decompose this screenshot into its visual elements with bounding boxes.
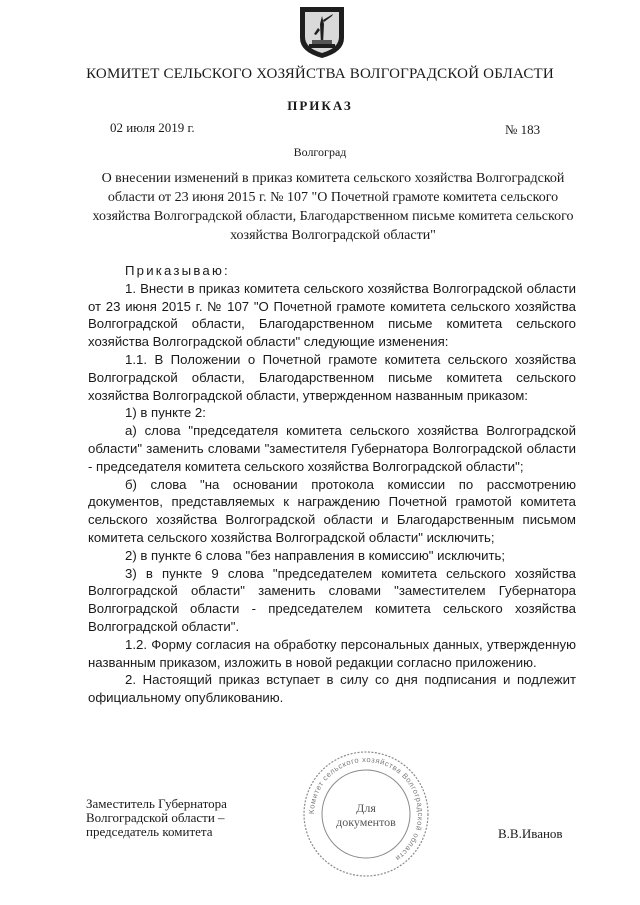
official-stamp — [300, 748, 432, 880]
paragraph-1: 1. Внести в приказ комитета сельского хозяйства Волгоградской области от 23 июня 2015 г. № 107 "О Почетной грамоте комитета сельского хозяйства Волгоградской области, Благодарственном письме комитета сельского хозяйства Волгоградской области" следующие изменения: — [88, 280, 576, 350]
signatory-title-line: Волгоградской области – — [86, 810, 225, 825]
coat-of-arms-icon — [297, 4, 347, 60]
document-number: № 183 — [505, 122, 541, 137]
signatory-name: В.В.Иванов — [498, 826, 563, 841]
signatory-title — [86, 797, 227, 839]
paragraph-1-2: 1.2. Форму согласия на обработку персональных данных, утвержденную названным приказом, изложить в новой редакции согласно приложению. — [88, 636, 576, 670]
organization-name: КОМИТЕТ СЕЛЬСКОГО ХОЗЯЙСТВА ВОЛГОГРАДСКОЙ ОБЛАСТИ — [86, 66, 554, 82]
stamp-center-line: Для — [356, 801, 376, 815]
signatory-title-line: Заместитель Губернатора — [86, 796, 227, 811]
signatory-title-line: председатель комитета — [86, 824, 213, 839]
document-body — [88, 262, 576, 707]
document-subject: О внесении изменений в приказ комитета сельского хозяйства Волгоградской области от 23 июня 2015 г. № 107 "О Почетной грамоте комитета сельского хозяйства Волгоградской области, Благодарственном письме комитета сельского хозяйства Волгоградской области" — [92, 171, 574, 243]
paragraph-1-1: 1.1. В Положении о Почетной грамоте комитета сельского хозяйства Волгоградской области, Благодарственном письме комитета сельского хозяйства Волгоградской области, утвержденном названным приказом: — [88, 351, 576, 403]
paragraph-2: 2. Настоящий приказ вступает в силу со дня подписания и подлежит официальному опубликованию. — [88, 672, 576, 706]
paragraph-item-b: б) слова "на основании протокола комиссии по рассмотрению документов, представляемых к награждению Почетной грамотой комитета сельского хозяйства Волгоградской области и Благодарственным письмом комитета сельского хозяйства Волгоградской области" исключить; — [88, 476, 576, 545]
stamp-center-line: документов — [336, 815, 396, 829]
stamp-ring-text: Комитет сельского хозяйства Волгоградской области — [306, 754, 426, 864]
paragraph-item-a: а) слова "председателя комитета сельского хозяйства Волгоградской области" заменить словами "заместителя Губернатора Волгоградской области - председателя комитета сельского хозяйства Волгоградской области"; — [88, 423, 576, 474]
document-type: ПРИКАЗ — [287, 98, 353, 113]
document-date: 02 июля 2019 г. — [110, 120, 195, 135]
paragraph-item-1: 1) в пункте 2: — [125, 405, 206, 421]
paragraph-item-3: 3) в пункте 9 слова "председателем комитета сельского хозяйства Волгоградской области" заменить словами "заместителем Губернатора Волгоградской области - председателем комитета сельского хозяйства Волгоградской области". — [88, 565, 576, 634]
paragraph-item-2: 2) в пункте 6 слова "без направления в комиссию" исключить; — [125, 547, 506, 563]
decree-word: Приказываю: — [125, 263, 230, 278]
document-city: Волгоград — [293, 145, 347, 159]
